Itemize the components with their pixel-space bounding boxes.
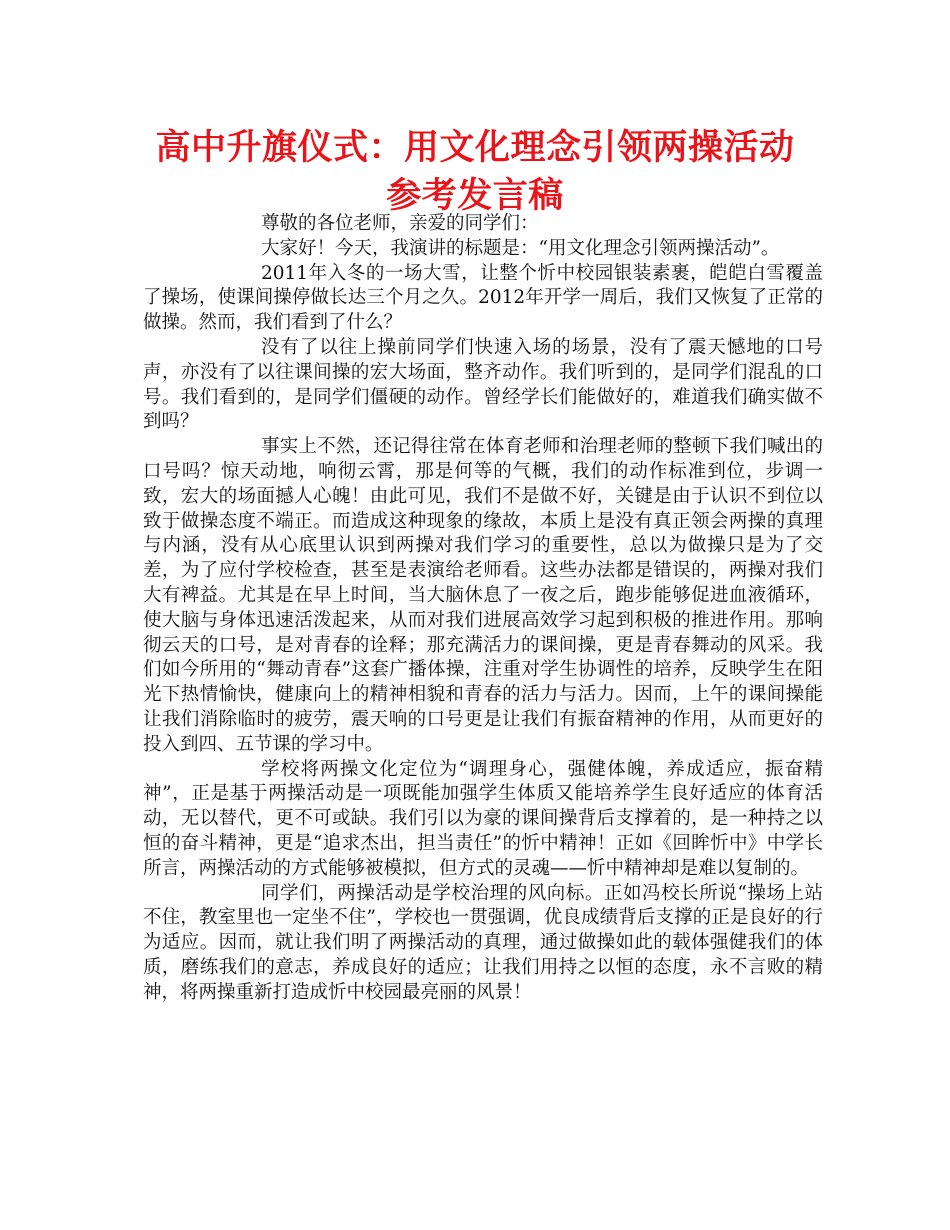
body-paragraph: 学校将两操文化定位为“调理身心，强健体魄，养成适应，振奋精神”，正是基于两操活动是一项既能加强学生体质又能培养学生良好适应的体育活动，无以替代，更不可或缺。我们引以为豪的课间操背后支撑着的，是一种持之以恒的奋斗精神，更是“追求杰出，担当责任”的忻中精神！正如《回眸忻中》中学长所言，两操活动的方式能够被模拟，但方式的灵魂——忻中精神却是难以复制的。 bbox=[143, 758, 823, 879]
body-paragraph: 事实上不然，还记得往常在体育老师和治理老师的整顿下我们喊出的口号吗？惊天动地，响彻云霄，那是何等的气概，我们的动作标准到位，步调一致，宏大的场面撼人心魄！由此可见，我们不是做不好，关键是由于认识不到位以致于做操态度不端正。而造成这种现象的缘故，本质上是没有真正领会两操的真理与内涵，没有从心底里认识到两操对我们学习的重要性，总以为做操只是为了交差，为了应付学校检查，甚至是表演给老师看。这些办法都是错误的，两操对我们大有裨益。尤其是在早上时间，当大脑休息了一夜之后，跑步能够促进血液循环，使大脑与身体迅速活泼起来，从而对我们进展高效学习起到积极的推进作用。那响彻云天的口号，是对青春的诠释；那充满活力的课间操，更是青春舞动的风采。我们如今所用的“舞动青春”这套广播体操，注重对学生协调性的培养，反映学生在阳光下热情愉快，健康向上的精神相貌和青春的活力与活力。因而，上午的课间操能让我们消除临时的疲劳，震天响的口号更是让我们有振奋精神的作用，从而更好的投入到四、五节课的学习中。 bbox=[143, 436, 823, 755]
document-title-line-1: 高中升旗仪式：用文化理念引领两操活动 bbox=[155, 128, 795, 168]
closing-paragraph: 同学们，两操活动是学校治理的风向标。正如冯校长所说“操场上站不住，教室里也一定坐不住”，学校也一贯强调，优良成绩背后支撑的正是良好的行为适应。因而，就让我们明了两操活动的真理，通过做操如此的载体强健我们的体质，磨练我们的意志，养成良好的适应；让我们用持之以恒的态度，永不言败的精神，将两操重新打造成忻中校园最亮丽的风景！ bbox=[143, 882, 823, 1003]
document-title-line-2: 参考发言稿 bbox=[386, 176, 564, 216]
salutation-paragraph: 尊敬的各位老师，亲爱的同学们： bbox=[261, 213, 539, 234]
body-paragraph: 2011年入冬的一场大雪，让整个忻中校园银装素裹，皑皑白雪覆盖了操场，使课间操停做长达三个月之久。2012年开学一周后，我们又恢复了正常的做操。然而，我们看到了什么？ bbox=[143, 262, 823, 334]
body-paragraph: 没有了以往上操前同学们快速入场的场景，没有了震天憾地的口号声，亦没有了以往课间操的宏大场面，整齐动作。我们听到的，是同学们混乱的口号。我们看到的，是同学们僵硬的动作。曾经学长们能做好的，难道我们确实做不到吗？ bbox=[143, 336, 823, 433]
document-body bbox=[143, 212, 823, 1006]
opening-paragraph: 大家好！今天，我演讲的标题是：“用文化理念引领两操活动”。 bbox=[261, 237, 780, 259]
